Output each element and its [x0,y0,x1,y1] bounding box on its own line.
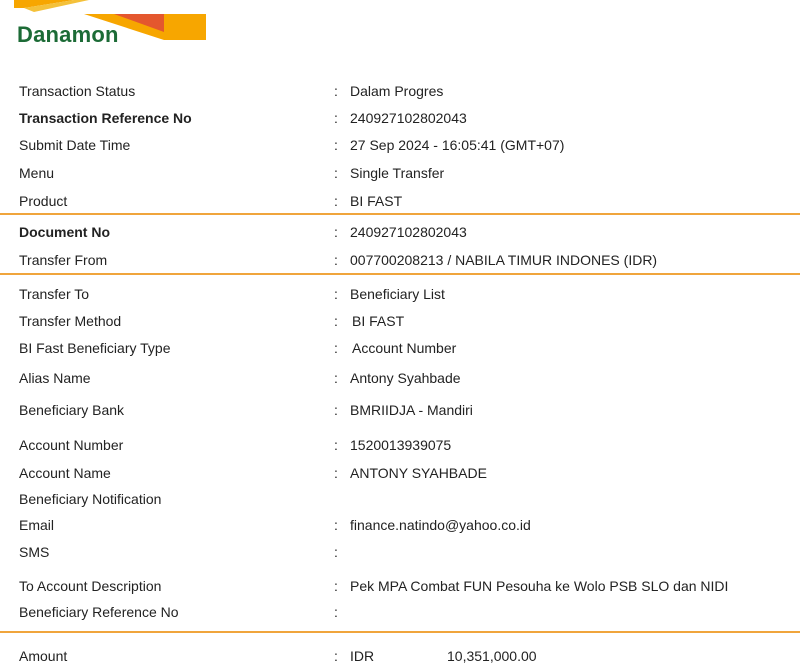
transaction-reference-label: Transaction Reference No [19,110,192,126]
transaction-status-label: Transaction Status [19,83,136,99]
transaction-status-value: Dalam Progres [350,83,444,99]
colon: : [334,517,338,533]
alias-name-value: Antony Syahbade [350,370,461,386]
document-no-label: Document No [19,224,110,240]
colon: : [334,110,338,126]
colon: : [334,402,338,418]
colon: : [334,578,338,594]
bi-fast-beneficiary-type-label: BI Fast Beneficiary Type [19,340,171,356]
bi-fast-beneficiary-type-value: Account Number [352,340,457,356]
beneficiary-bank-value: BMRIIDJA - Mandiri [350,402,473,418]
transfer-method-value: BI FAST [352,313,405,329]
transfer-to-label: Transfer To [19,286,90,302]
alias-name-label: Alias Name [19,370,91,386]
section-divider [0,631,800,633]
beneficiary-notification-label: Beneficiary Notification [19,491,162,507]
menu-label: Menu [19,165,55,181]
product-label: Product [19,193,68,209]
beneficiary-bank-label: Beneficiary Bank [19,402,125,418]
transfer-to-value: Beneficiary List [350,286,445,302]
beneficiary-reference-label: Beneficiary Reference No [19,604,179,620]
colon: : [334,193,338,209]
to-account-description-label: To Account Description [19,578,162,594]
email-value: finance.natindo@yahoo.co.id [350,517,531,533]
menu-value: Single Transfer [350,165,445,181]
submit-date-time-label: Submit Date Time [19,137,131,153]
sms-label: SMS [19,544,50,560]
danamon-logo [14,0,206,52]
account-number-value: 1520013939075 [350,437,452,453]
section-divider [0,273,800,275]
colon: : [334,604,338,620]
to-account-description-value: Pek MPA Combat FUN Pesouha ke Wolo PSB SLO dan NIDI [350,578,729,594]
amount-currency: IDR [350,648,375,664]
transfer-method-label: Transfer Method [19,313,122,329]
colon: : [334,648,338,664]
brand-name: Danamon [17,22,119,47]
amount-value: 10,351,000.00 [447,648,537,664]
colon: : [334,286,338,302]
transaction-reference-value: 240927102802043 [350,110,467,126]
colon: : [334,340,338,356]
colon: : [334,313,338,329]
colon: : [334,370,338,386]
amount-label: Amount [19,648,68,664]
colon: : [334,224,338,240]
colon: : [334,252,338,268]
colon: : [334,137,338,153]
product-value: BI FAST [350,193,403,209]
transfer-from-label: Transfer From [19,252,108,268]
colon: : [334,83,338,99]
colon: : [334,437,338,453]
colon: : [334,165,338,181]
account-number-label: Account Number [19,437,124,453]
transfer-from-value: 007700208213 / NABILA TIMUR INDONES (IDR) [350,252,658,268]
account-name-label: Account Name [19,465,111,481]
email-label: Email [19,517,55,533]
account-name-value: ANTONY SYAHBADE [350,465,487,481]
section-divider [0,213,800,215]
document-no-value: 240927102802043 [350,224,467,240]
submit-date-time-value: 27 Sep 2024 - 16:05:41 (GMT+07) [350,137,565,153]
colon: : [334,465,338,481]
colon: : [334,544,338,560]
